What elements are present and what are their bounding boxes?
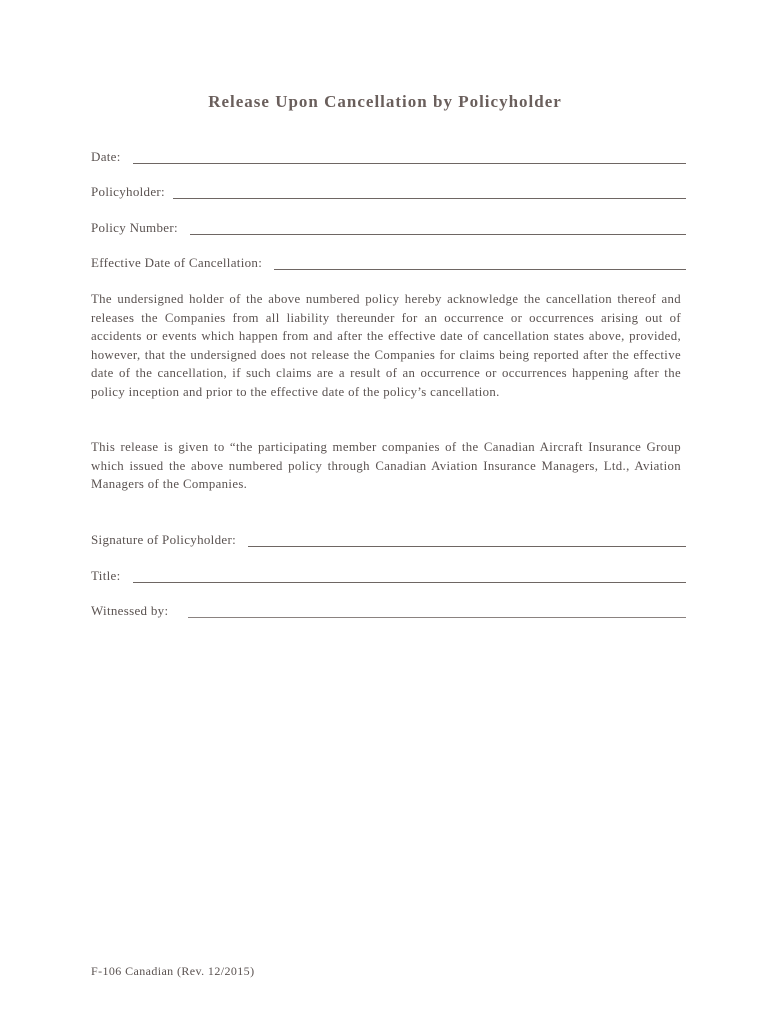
witnessed-label: Witnessed by: <box>91 603 169 618</box>
title-field <box>91 565 686 585</box>
policyholder-field <box>91 181 686 201</box>
date-input-line[interactable] <box>133 162 686 164</box>
signature-label: Signature of Policyholder: <box>91 532 236 547</box>
effective-date-input-line[interactable] <box>274 268 686 270</box>
witnessed-input-line[interactable] <box>188 616 686 618</box>
witnessed-field <box>91 600 686 620</box>
form-number-footer: F-106 Canadian (Rev. 12/2015) <box>91 964 255 978</box>
date-field <box>91 146 686 166</box>
title-label: Title: <box>91 568 121 583</box>
policyholder-input-line[interactable] <box>173 197 686 199</box>
release-given-paragraph: This release is given to “the participating member companies of the Canadian Aircraft Insurance Group which issued the above numbered policy through Canadian Aviation Insurance Managers, Ltd., Aviation Managers of the Companies. <box>91 440 681 491</box>
policy-number-field <box>91 217 686 237</box>
policy-number-label: Policy Number: <box>91 220 178 235</box>
effective-date-label: Effective Date of Cancellation: <box>91 255 263 270</box>
effective-date-field <box>91 252 686 272</box>
policyholder-label: Policyholder: <box>91 184 165 199</box>
release-paragraph: The undersigned holder of the above numbered policy hereby acknowledge the cancellation thereof and releases the Companies from all liability thereunder for an occurrence or occurrences arising out of accidents or events which happen from and after the effective date of cancellation states above, provided, however, that the undersigned does not release the Companies for claims being reported after the effective date of the cancellation, if such claims are a result of an occurrence or occurrences happening after the policy inception and prior to the effective date of the policy’s cancellation. <box>91 292 681 399</box>
title-input-line[interactable] <box>133 581 686 583</box>
document-title: Release Upon Cancellation by Policyholder <box>208 92 562 111</box>
date-label: Date: <box>91 149 121 164</box>
signature-input-line[interactable] <box>248 545 686 547</box>
signature-field <box>91 529 686 549</box>
policy-number-input-line[interactable] <box>190 233 686 235</box>
